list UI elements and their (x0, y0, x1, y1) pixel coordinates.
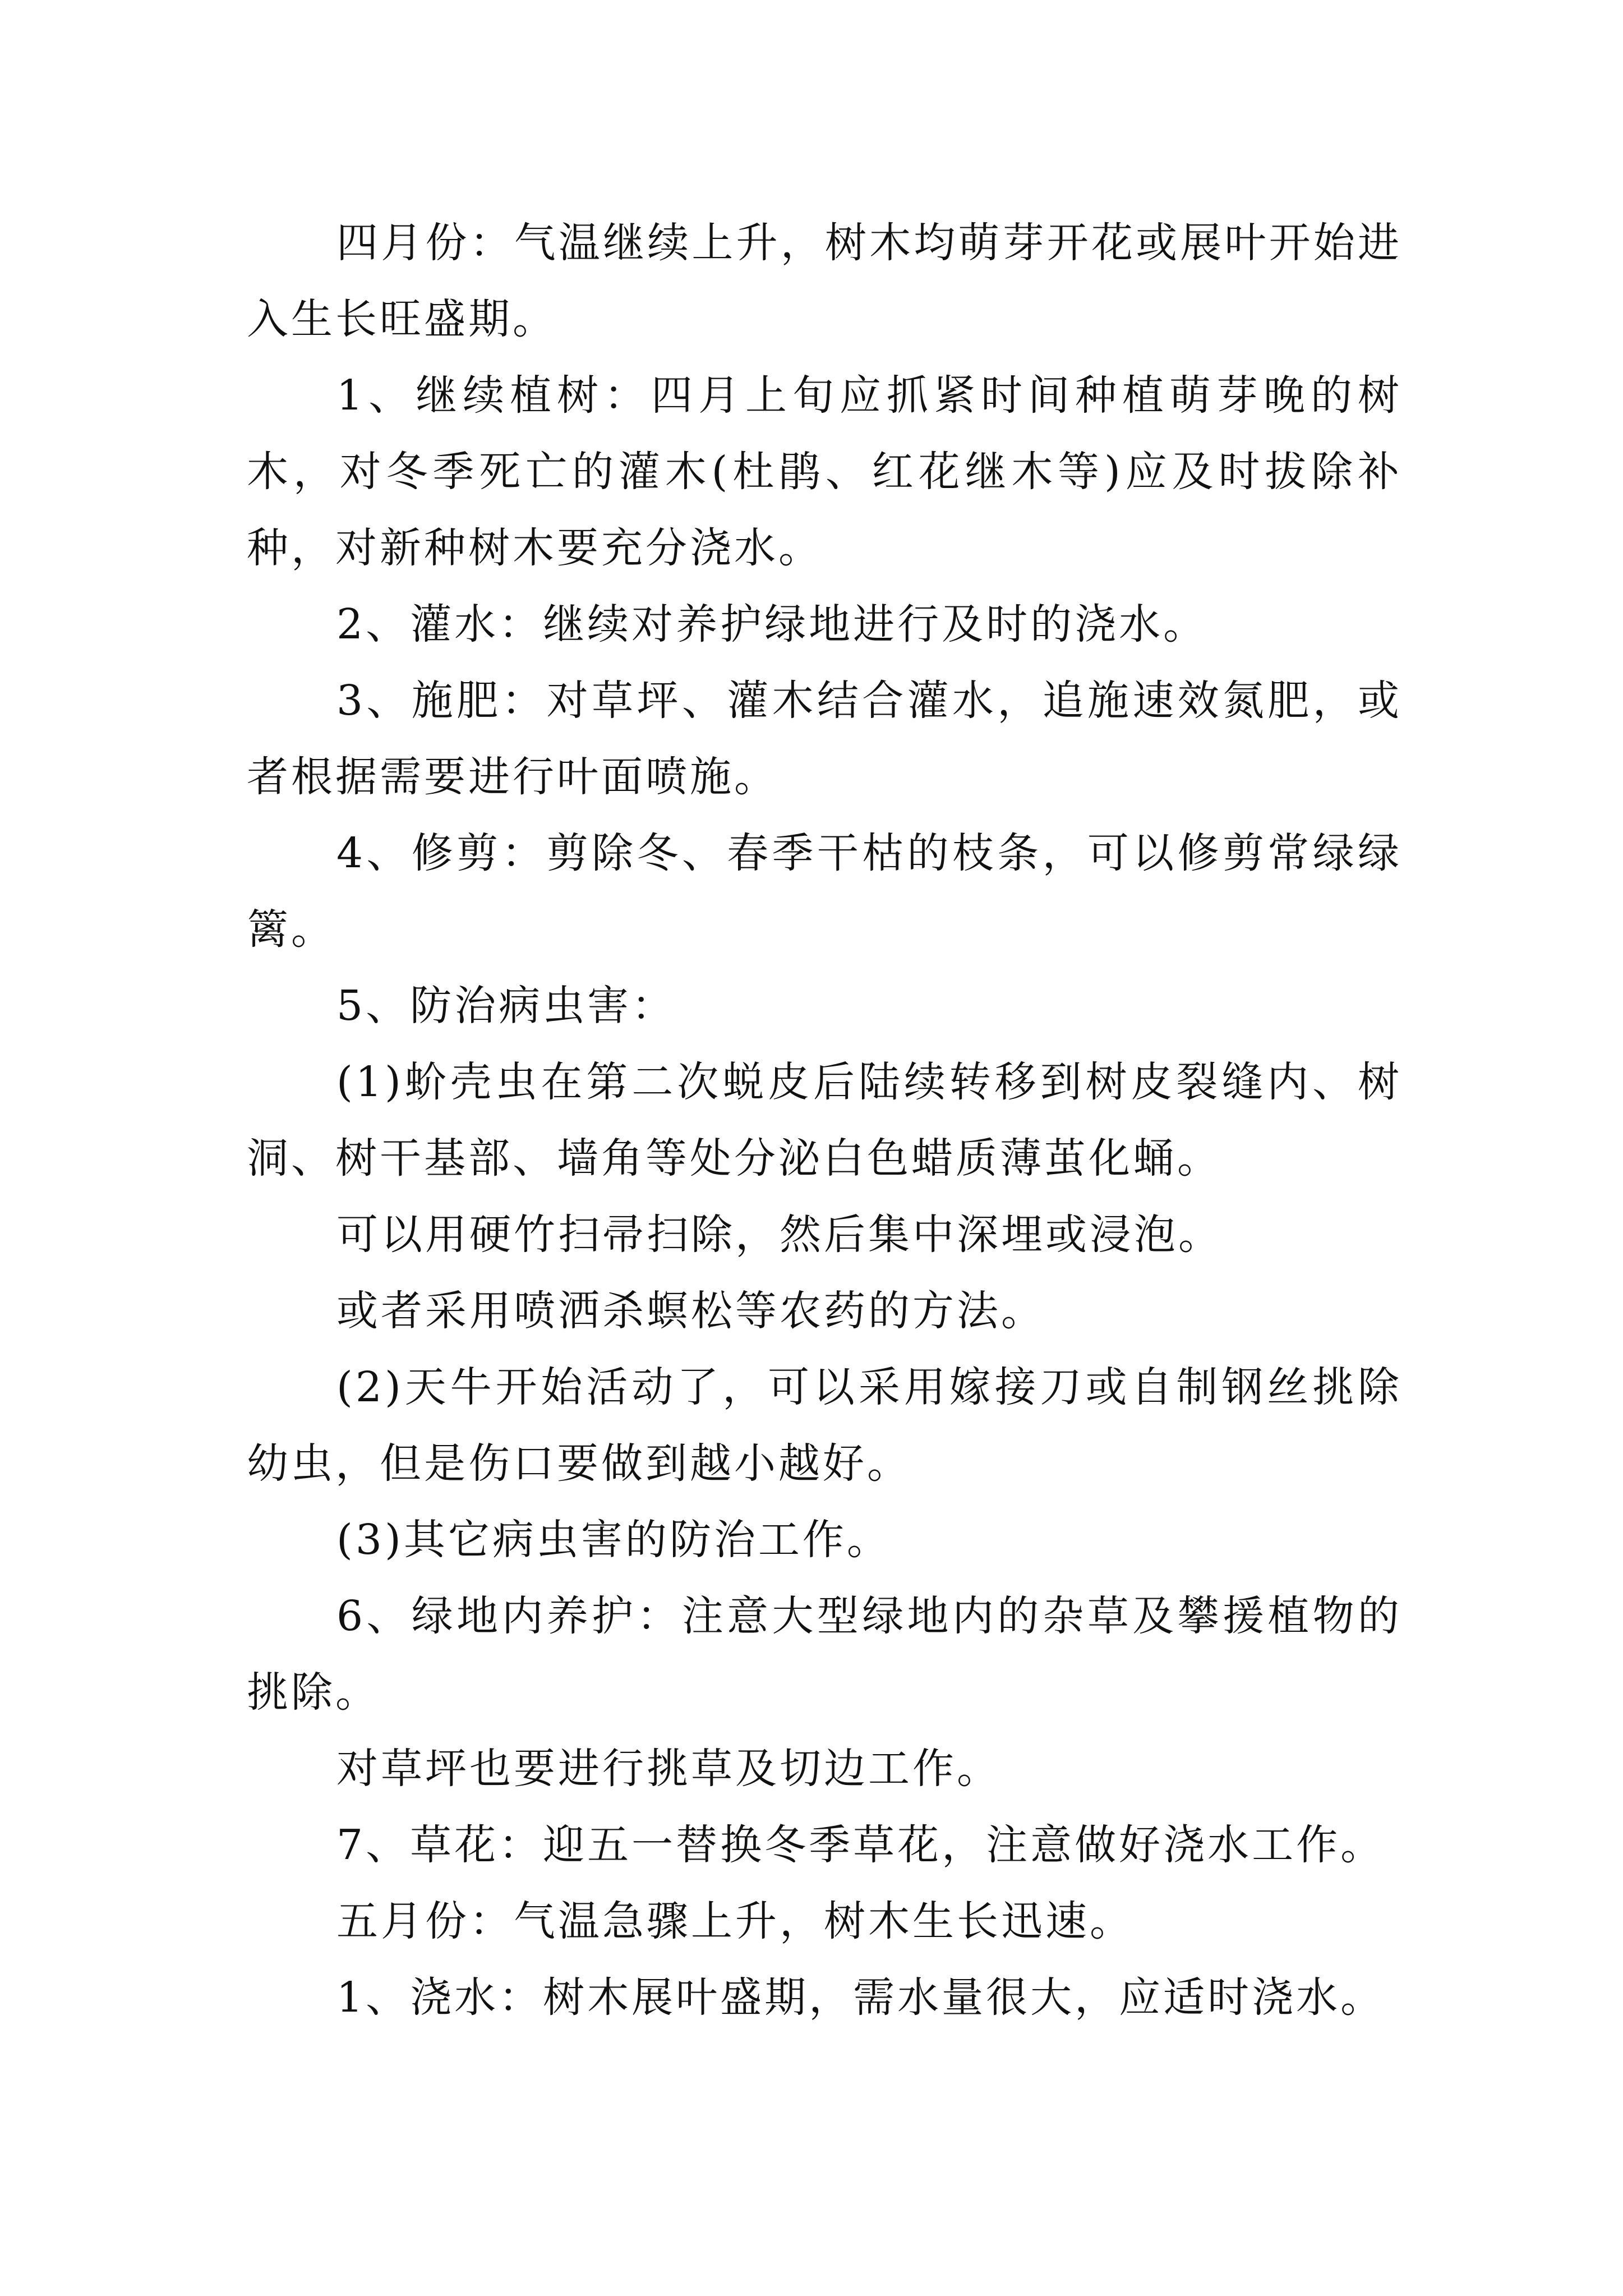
paragraph-other-pests: (3)其它病虫害的防治工作。 (336, 1516, 891, 1564)
paragraph-may-intro: 五月份：气温急骤上升，树木生长迅速。 (336, 1897, 1134, 1945)
paragraph-irrigation: 2、灌水：继续对养护绿地进行及时的浇水。 (336, 600, 1208, 648)
paragraph-pest-control-heading: 5、防治病虫害： (336, 982, 676, 1030)
paragraph-april-intro: 四月份：气温继续上升，树木均萌芽开花或展叶开始进入生长旺盛期。 (247, 219, 1402, 343)
paragraph-may-watering: 1、浇水：树木展叶盛期，需水量很大，应适时浇水。 (336, 1973, 1385, 2022)
paragraph-sweeping: 可以用硬竹扫帚扫除，然后集中深埋或浸泡。 (336, 1211, 1223, 1259)
paragraph-flowers: 7、草花：迎五一替换冬季草花，注意做好浇水工作。 (336, 1821, 1385, 1869)
paragraph-green-space-care: 6、绿地内养护：注意大型绿地内的杂草及攀援植物的挑除。 (247, 1592, 1402, 1717)
paragraph-spraying: 或者采用喷洒杀螟松等农药的方法。 (336, 1287, 1045, 1335)
paragraph-longhorn-beetles: (2)天牛开始活动了，可以采用嫁接刀或自制钢丝挑除幼虫，但是伤口要做到越小越好。 (247, 1363, 1402, 1488)
paragraph-lawn-weeding: 对草坪也要进行挑草及切边工作。 (336, 1745, 1001, 1793)
document-body (247, 205, 1402, 2036)
paragraph-fertilizing: 3、施肥：对草坪、灌木结合灌水，追施速效氮肥，或者根据需要进行叶面喷施。 (247, 677, 1402, 801)
paragraph-pruning: 4、修剪：剪除冬、春季干枯的枝条，可以修剪常绿绿篱。 (247, 829, 1402, 954)
paragraph-planting: 1、继续植树：四月上旬应抓紧时间种植萌芽晚的树木，对冬季死亡的灌木(杜鹃、红花继木等)应及时拔除补种，对新种树木要充分浇水。 (247, 371, 1402, 572)
paragraph-scale-insects: (1)蚧壳虫在第二次蜕皮后陆续转移到树皮裂缝内、树洞、树干基部、墙角等处分泌白色蜡质薄茧化蛹。 (247, 1058, 1402, 1182)
